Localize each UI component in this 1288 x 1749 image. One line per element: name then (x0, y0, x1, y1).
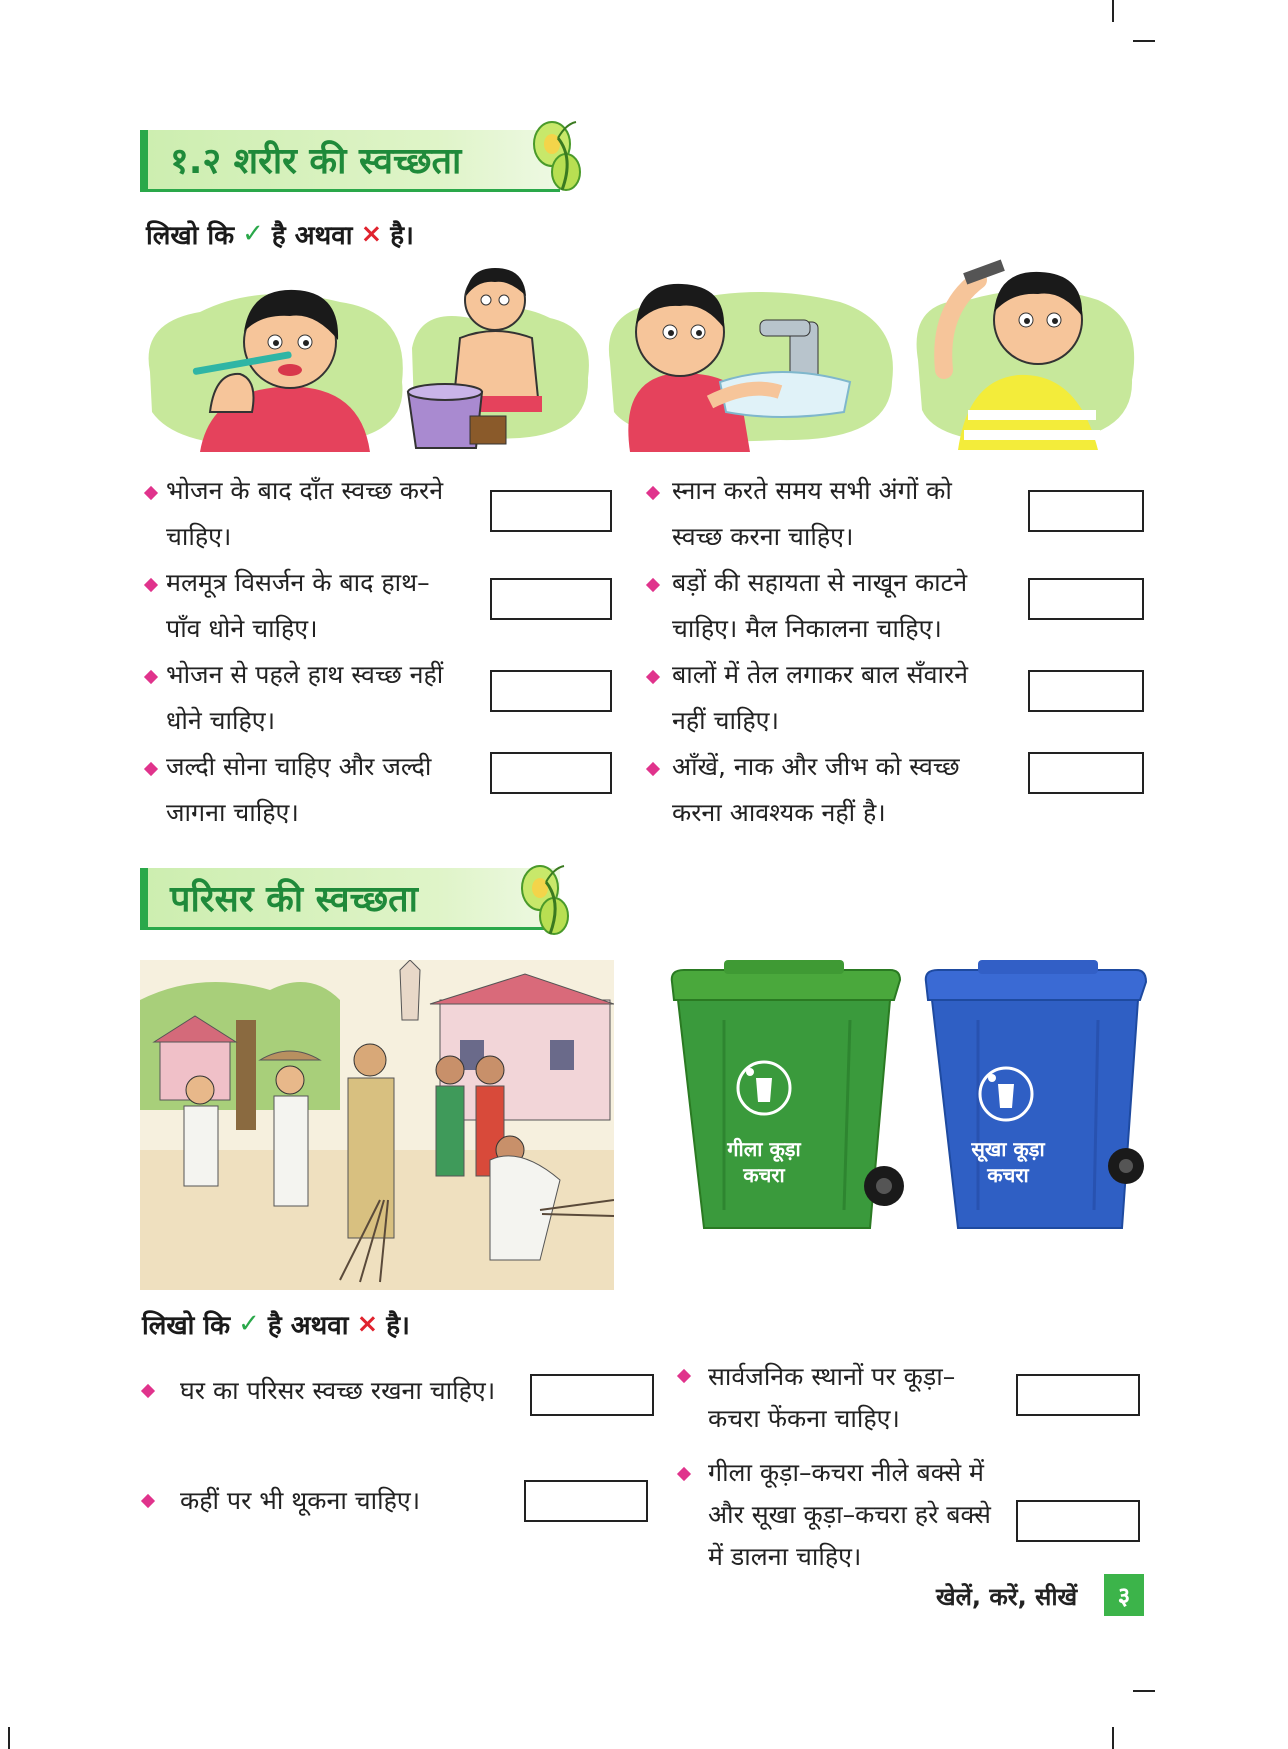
blue-dustbin (918, 960, 1158, 1250)
bullet-icon (144, 578, 158, 592)
list-item (180, 1368, 495, 1414)
bullet-icon (141, 1384, 155, 1398)
list-item-text: चाहिए। मैल निकालना चाहिए। (672, 614, 942, 643)
list-item (672, 468, 952, 560)
illustration-combing-hair (908, 250, 1138, 450)
butterfly-icon (516, 862, 578, 942)
section-title: १.२ शरीर की स्वच्छता (170, 141, 462, 182)
crop-mark (1133, 40, 1155, 42)
section-title: परिसर की स्वच्छता (170, 879, 418, 920)
list-item-text: करना आवश्यक नहीं है। (672, 798, 886, 827)
answer-box[interactable] (490, 752, 612, 794)
list-item (672, 744, 960, 836)
bullet-icon (677, 1467, 691, 1481)
bin-label-line2: कचरा (987, 1163, 1029, 1187)
section-header-surroundings-hygiene (140, 868, 560, 930)
illustration-village-cleaning (140, 960, 614, 1290)
list-item (166, 652, 443, 744)
list-item-text: मलमूत्र विसर्जन के बाद हाथ– (166, 568, 430, 597)
bullet-icon (646, 486, 660, 500)
bullet-icon (646, 578, 660, 592)
bullet-icon (141, 1494, 155, 1508)
answer-box[interactable] (490, 578, 612, 620)
answer-box[interactable] (490, 670, 612, 712)
bullet-icon (646, 762, 660, 776)
list-item (166, 744, 431, 836)
list-item-text: नहीं चाहिए। (672, 706, 779, 735)
list-item-text: जल्दी सोना चाहिए और जल्दी (166, 752, 432, 781)
list-item-text: भोजन के बाद दाँत स्वच्छ करने (166, 476, 444, 505)
list-item (708, 1356, 955, 1440)
crop-mark (1112, 0, 1114, 22)
cross-icon: × (356, 1309, 379, 1339)
list-item-text: जागना चाहिए। (166, 798, 299, 827)
butterfly-icon (528, 118, 590, 198)
crop-mark (1112, 1727, 1114, 1749)
list-item (708, 1452, 991, 1578)
list-item-text: घर का परिसर स्वच्छ रखना चाहिए। (180, 1376, 496, 1405)
instruction-prefix: लिखो कि (142, 1311, 231, 1341)
instruction-line (142, 1306, 410, 1342)
instruction-line (146, 216, 414, 252)
list-item-text: और सूखा कूड़ा–कचरा हरे बक्से (708, 1500, 991, 1529)
answer-box[interactable] (1016, 1374, 1140, 1416)
list-item (672, 652, 968, 744)
answer-box[interactable] (1028, 578, 1144, 620)
instruction-mid: है अथवा (267, 1311, 349, 1341)
illustration-bathing (400, 258, 600, 452)
list-item-text: स्नान करते समय सभी अंगों को (672, 476, 952, 505)
list-item (166, 560, 430, 652)
bullet-icon (144, 486, 158, 500)
bin-label-line1: सूखा कूड़ा (971, 1137, 1045, 1161)
instruction-mid: है अथवा (271, 221, 353, 251)
illustration-washing-hands (600, 262, 900, 452)
page-number: ३ (1104, 1574, 1144, 1616)
green-dustbin (664, 960, 914, 1250)
list-item-text: सार्वजनिक स्थानों पर कूड़ा– (708, 1362, 956, 1391)
list-item-text: पाँव धोने चाहिए। (166, 614, 318, 643)
cross-icon: × (360, 219, 383, 249)
answer-box[interactable] (1016, 1500, 1140, 1542)
list-item-text: कहीं पर भी थूकना चाहिए। (180, 1486, 421, 1515)
bin-label-line1: गीला कूड़ा (727, 1137, 801, 1161)
answer-box[interactable] (530, 1374, 654, 1416)
answer-box[interactable] (490, 490, 612, 532)
bin-label-line2: कचरा (743, 1163, 785, 1187)
list-item-text: चाहिए। (166, 522, 232, 551)
check-icon: ✓ (238, 1309, 260, 1339)
list-item-text: धोने चाहिए। (166, 706, 276, 735)
section-header-body-hygiene (140, 130, 560, 192)
illustration-brushing-teeth (140, 262, 410, 452)
list-item (672, 560, 967, 652)
list-item-text: आँखें, नाक और जीभ को स्वच्छ (672, 752, 960, 781)
list-item (166, 468, 443, 560)
crop-mark (8, 1727, 10, 1749)
answer-box[interactable] (1028, 490, 1144, 532)
answer-box[interactable] (1028, 752, 1144, 794)
list-item-text: भोजन से पहले हाथ स्वच्छ नहीं (166, 660, 444, 689)
check-icon: ✓ (242, 219, 264, 249)
answer-box[interactable] (1028, 670, 1144, 712)
instruction-prefix: लिखो कि (146, 221, 235, 251)
list-item-text: कचरा फेंकना चाहिए। (708, 1404, 900, 1433)
bullet-icon (646, 670, 660, 684)
bullet-icon (144, 670, 158, 684)
list-item-text: बालों में तेल लगाकर बाल सँवारने (672, 660, 969, 689)
footer-series-title: खेलें, करें, सीखें (936, 1583, 1078, 1611)
list-item-text: गीला कूड़ा–कचरा नीले बक्से में (708, 1458, 984, 1487)
bullet-icon (144, 762, 158, 776)
instruction-suffix: है। (386, 1311, 410, 1341)
list-item-text: स्वच्छ करना चाहिए। (672, 522, 854, 551)
bullet-icon (677, 1369, 691, 1383)
list-item (180, 1478, 420, 1524)
crop-mark (1133, 1690, 1155, 1692)
instruction-suffix: है। (390, 221, 414, 251)
list-item-text: बड़ों की सहायता से नाखून काटने (672, 568, 968, 597)
answer-box[interactable] (524, 1480, 648, 1522)
list-item-text: में डालना चाहिए। (708, 1542, 862, 1571)
